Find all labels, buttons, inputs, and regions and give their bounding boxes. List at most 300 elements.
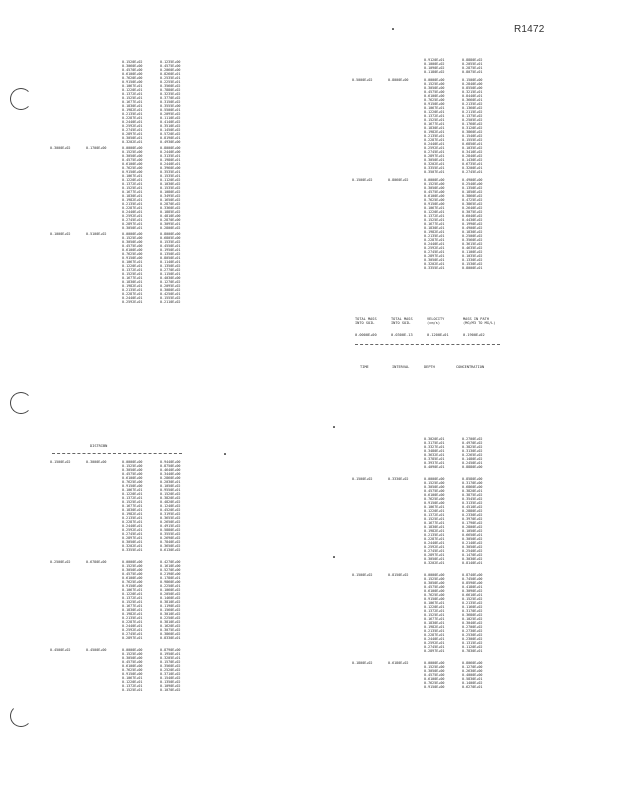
- value-concentration: 0.3440E+00: [160, 472, 181, 476]
- value-concentration: 0.3680E+02: [462, 613, 483, 617]
- value-depth: 0.1830E+01: [424, 525, 445, 529]
- value-concentration: 0.1315E+02: [462, 641, 483, 645]
- value-depth: 0.1677E+01: [424, 521, 445, 525]
- value-concentration: 0.4030E+00: [160, 276, 181, 280]
- value-depth: 0.1372E+01: [424, 609, 445, 613]
- value-concentration: 0.2190E+00: [160, 572, 181, 576]
- value-concentration: 0.1790E+02: [462, 521, 483, 525]
- group-label: 0.5100E+02: [86, 232, 107, 236]
- value-depth: 0.2592E+01: [122, 124, 143, 128]
- value-depth: 0.0000E+00: [424, 78, 445, 82]
- value-concentration: 0.3235E+02: [160, 92, 181, 96]
- summary-header-line: TOTAL MASS: [391, 317, 413, 321]
- value-concentration: 0.3410E+02: [462, 150, 483, 154]
- value-depth: 0.2745E+01: [424, 645, 445, 649]
- value-concentration: 0.2030E+01: [160, 480, 181, 484]
- value-depth: 0.6100E+00: [122, 162, 143, 166]
- binder-hole-bottom: [10, 705, 32, 727]
- table-row: [352, 465, 482, 469]
- value-depth: 0.1525E+00: [424, 665, 445, 669]
- value-concentration: 0.1480E+02: [462, 457, 483, 461]
- value-concentration: 0.4900E+02: [462, 226, 483, 230]
- value-depth: 0.1677E+01: [122, 276, 143, 280]
- value-concentration: 0.1535E+02: [160, 186, 181, 190]
- value-depth: 0.1067E+01: [122, 676, 143, 680]
- value-depth: 0.2592E+01: [424, 641, 445, 645]
- value-depth: 0.1982E+01: [122, 108, 143, 112]
- value-depth: 0.1067E+01: [122, 588, 143, 592]
- value-depth: 0.1982E+01: [122, 612, 143, 616]
- table-row: [352, 266, 482, 270]
- value-concentration: 0.8260E+01: [160, 72, 181, 76]
- summary-footer-label: DEPTH: [424, 365, 435, 369]
- value-depth: 0.1220E+01: [122, 264, 143, 268]
- value-concentration: 0.3135E+02: [462, 501, 483, 505]
- value-depth: 0.1220E+01: [424, 605, 445, 609]
- value-depth: 0.4575E+00: [424, 90, 445, 94]
- value-depth: 0.6100E+00: [424, 677, 445, 681]
- value-depth: 0.3785E+01: [424, 457, 445, 461]
- value-concentration: 0.3560E+02: [462, 238, 483, 242]
- value-depth: 0.1220E+01: [122, 592, 143, 596]
- value-depth: 0.2440E+01: [424, 637, 445, 641]
- value-concentration: 0.7450E+00: [462, 577, 483, 581]
- value-depth: 0.9150E+00: [424, 102, 445, 106]
- value-concentration: 0.3080E+02: [160, 288, 181, 292]
- top-right-table: [352, 58, 482, 274]
- value-concentration: 0.2700E+02: [462, 437, 483, 441]
- value-depth: 0.1982E+01: [424, 625, 445, 629]
- value-concentration: 0.2110E+02: [160, 300, 181, 304]
- value-concentration: 0.2505E+02: [462, 118, 483, 122]
- value-depth: 0.1520E+02: [122, 60, 143, 64]
- value-depth: 0.1372E+01: [122, 496, 143, 500]
- value-concentration: 0.2500E+02: [462, 234, 483, 238]
- value-concentration: 0.1110E+02: [160, 116, 181, 120]
- value-concentration: 0.2730E+02: [462, 629, 483, 633]
- value-depth: 0.1372E+01: [122, 268, 143, 272]
- value-concentration: 0.1035E+02: [462, 254, 483, 258]
- value-depth: 0.1372E+01: [424, 513, 445, 517]
- value-concentration: 0.3825E+02: [462, 445, 483, 449]
- value-depth: 0.6100E+00: [122, 576, 143, 580]
- value-concentration: 0.6850E+01: [462, 142, 483, 146]
- summary-header-line: INTO SOIL: [391, 321, 411, 325]
- value-concentration: 0.3040E+02: [462, 621, 483, 625]
- value-depth: 0.0000E+00: [122, 648, 143, 652]
- value-depth: 0.4575E+00: [424, 190, 445, 194]
- value-concentration: 0.3650E+02: [160, 544, 181, 548]
- value-concentration: 0.2630E+00: [462, 669, 483, 673]
- value-depth: 0.1220E+01: [424, 110, 445, 114]
- value-depth: 0.3050E+00: [122, 154, 143, 158]
- value-concentration: 0.1610E+00: [160, 564, 181, 568]
- value-depth: 0.2440E+01: [122, 296, 143, 300]
- value-concentration: 0.4970E+02: [462, 441, 483, 445]
- value-depth: 0.1677E+01: [424, 122, 445, 126]
- value-depth: 0.2287E+01: [122, 292, 143, 296]
- value-depth: 0.2745E+01: [122, 128, 143, 132]
- summary-headers: [355, 317, 499, 325]
- value-concentration: 0.2095E+02: [160, 284, 181, 288]
- value-depth: 0.7625E+00: [122, 252, 143, 256]
- value-concentration: 0.1240E+02: [160, 504, 181, 508]
- summary-header: [427, 317, 463, 325]
- value-depth: 0.9150E+00: [424, 597, 445, 601]
- value-depth: 0.3632E+01: [424, 453, 445, 457]
- value-depth: 0.3937E+01: [424, 461, 445, 465]
- value-concentration: 0.1050E+02: [160, 484, 181, 488]
- value-depth: 0.3050E+01: [424, 158, 445, 162]
- value-depth: 0.2135E+01: [122, 516, 143, 520]
- value-concentration: 0.3860E+02: [462, 194, 483, 198]
- value-depth: 0.6100E+00: [424, 589, 445, 593]
- value-concentration: 0.2060E+00: [160, 68, 181, 72]
- value-depth: 0.4575E+00: [424, 585, 445, 589]
- value-depth: 0.2897E+01: [424, 154, 445, 158]
- value-depth: 0.0000E+00: [424, 661, 445, 665]
- value-depth: 0.1372E+01: [424, 114, 445, 118]
- value-concentration: 0.5880E+02: [160, 528, 181, 532]
- value-depth: 0.1525E+01: [424, 118, 445, 122]
- value-depth: 0.1220E+01: [122, 178, 143, 182]
- value-concentration: 0.1050E+02: [462, 529, 483, 533]
- value-depth: 0.1677E+01: [122, 190, 143, 194]
- value-depth: 0.1525E+00: [424, 82, 445, 86]
- value-concentration: 0.1400E+02: [462, 681, 483, 685]
- value-concentration: 0.2050E+02: [160, 592, 181, 596]
- value-depth: 0.1982E+01: [424, 130, 445, 134]
- value-concentration: 0.3075E+02: [462, 210, 483, 214]
- summary-rule: [355, 344, 500, 345]
- value-depth: 0.1830E+01: [122, 280, 143, 284]
- value-depth: 0.1220E+01: [424, 509, 445, 513]
- value-depth: 0.2135E+01: [424, 234, 445, 238]
- value-concentration: 0.1760E+02: [462, 122, 483, 126]
- value-depth: 0.2592E+01: [122, 214, 143, 218]
- table-row: [50, 688, 180, 692]
- value-concentration: 0.1555E+02: [462, 138, 483, 142]
- value-depth: 0.2745E+01: [122, 532, 143, 536]
- group-label: 0.4500E+00: [86, 648, 107, 652]
- value-depth: 0.2440E+01: [424, 142, 445, 146]
- value-depth: 0.2135E+01: [122, 616, 143, 620]
- value-concentration: 0.1650E+02: [160, 198, 181, 202]
- value-concentration: 0.4575E+00: [160, 64, 181, 68]
- value-concentration: 0.1375E+02: [462, 114, 483, 118]
- value-concentration: 0.6650E+01: [462, 533, 483, 537]
- table-row: [352, 685, 482, 689]
- value-concentration: 0.3195E+02: [160, 512, 181, 516]
- value-depth: 0.7625E+00: [122, 166, 143, 170]
- value-concentration: 0.3860E+02: [160, 632, 181, 636]
- value-depth: 0.1525E+00: [424, 577, 445, 581]
- value-concentration: 0.3130E+02: [462, 449, 483, 453]
- value-depth: 0.1372E+01: [122, 182, 143, 186]
- value-concentration: 0.1070E+02: [160, 688, 181, 692]
- value-depth: 0.9150E+00: [122, 672, 143, 676]
- value-concentration: 0.2440E+01: [160, 162, 181, 166]
- value-depth: 0.3050E+00: [122, 240, 143, 244]
- table-row: [50, 548, 180, 552]
- value-concentration: 0.2745E+01: [462, 170, 483, 174]
- value-depth: 0.2440E+01: [122, 120, 143, 124]
- value-depth: 0.9150E+00: [122, 170, 143, 174]
- value-concentration: 0.3535E+01: [160, 170, 181, 174]
- value-depth: 0.1982E+01: [424, 529, 445, 533]
- value-concentration: 0.1060E+02: [160, 588, 181, 592]
- value-depth: 0.1372E+01: [122, 596, 143, 600]
- value-depth: 0.3050E+00: [122, 656, 143, 660]
- value-depth: 0.1372E+01: [122, 92, 143, 96]
- value-concentration: 0.1160E+02: [462, 605, 483, 609]
- value-concentration: 0.2875E+01: [462, 66, 483, 70]
- value-depth: 0.3050E+00: [424, 669, 445, 673]
- value-concentration: 0.4820E+02: [160, 500, 181, 504]
- value-concentration: 0.1035E+02: [462, 146, 483, 150]
- top-left-table: [50, 60, 180, 306]
- value-concentration: 0.1850E+02: [462, 190, 483, 194]
- value-depth: 0.2897E+01: [122, 132, 143, 136]
- scan-speck: [224, 453, 226, 455]
- value-concentration: 0.3150E+02: [160, 100, 181, 104]
- value-concentration: 0.6040E+02: [462, 214, 483, 218]
- value-depth: 0.1982E+01: [122, 198, 143, 202]
- value-concentration: 0.1980E+01: [160, 158, 181, 162]
- value-concentration: 0.3090E+02: [462, 589, 483, 593]
- value-concentration: 0.3510E+02: [160, 124, 181, 128]
- group-label: 0.1700E+00: [86, 146, 107, 150]
- value-concentration: 0.8440E+01: [462, 94, 483, 98]
- group-key: 0.1000E+02: [50, 232, 71, 236]
- value-depth: 0.1067E+01: [424, 505, 445, 509]
- value-concentration: 0.1570E+02: [160, 660, 181, 664]
- value-depth: 0.2440E+01: [424, 541, 445, 545]
- value-depth: 0.2745E+01: [424, 250, 445, 254]
- value-depth: 0.2287E+01: [122, 206, 143, 210]
- value-depth: 0.4575E+00: [122, 660, 143, 664]
- value-depth: 0.1525E+01: [122, 272, 143, 276]
- value-concentration: 0.1430E+02: [462, 158, 483, 162]
- bottom-left-table: [50, 460, 180, 700]
- summary-value: 0.0000E+00: [355, 333, 377, 337]
- value-depth: 0.2135E+01: [122, 202, 143, 206]
- value-depth: 0.2287E+01: [424, 238, 445, 242]
- value-concentration: 0.4520E+02: [160, 508, 181, 512]
- value-depth: 0.3060E+00: [122, 64, 143, 68]
- value-depth: 0.2897E+01: [424, 649, 445, 653]
- group-key: 0.1500E+02: [352, 477, 373, 481]
- value-depth: 0.3355E+01: [424, 166, 445, 170]
- value-depth: 0.9120E+01: [424, 58, 445, 62]
- value-concentration: 0.1120E+02: [462, 645, 483, 649]
- value-depth: 0.2287E+01: [122, 620, 143, 624]
- value-depth: 0.1067E+01: [122, 488, 143, 492]
- value-depth: 0.2592E+01: [424, 545, 445, 549]
- value-concentration: 0.1090E+02: [160, 684, 181, 688]
- value-concentration: 0.8000E+00: [160, 232, 181, 236]
- value-concentration: 0.8060E+00: [462, 661, 483, 665]
- value-depth: 0.3202E+01: [122, 544, 143, 548]
- value-concentration: 0.8550E+00: [462, 86, 483, 90]
- value-concentration: 0.8190E+01: [160, 136, 181, 140]
- value-concentration: 0.3865E+02: [462, 202, 483, 206]
- value-concentration: 0.2255E+01: [160, 80, 181, 84]
- value-depth: 0.3202E+01: [122, 140, 143, 144]
- table-row: [50, 636, 180, 640]
- value-depth: 0.4575E+00: [424, 673, 445, 677]
- value-depth: 0.3050E+00: [122, 568, 143, 572]
- value-depth: 0.3050E+01: [424, 258, 445, 262]
- value-depth: 0.1067E+01: [122, 84, 143, 88]
- value-concentration: 0.4635E+02: [462, 246, 483, 250]
- value-depth: 0.2745E+01: [122, 632, 143, 636]
- group-key: 0.1800E+02: [352, 661, 373, 665]
- summary-header-line: INTO SOIL: [355, 321, 375, 325]
- value-concentration: 0.3215E+01: [462, 90, 483, 94]
- value-concentration: 0.1830E+02: [462, 230, 483, 234]
- value-concentration: 0.1350E+02: [160, 680, 181, 684]
- value-depth: 0.1525E+00: [122, 236, 143, 240]
- group-key: 0.4500E+02: [50, 648, 71, 652]
- scan-speck: [333, 426, 335, 428]
- value-concentration: 0.2800E+02: [160, 226, 181, 230]
- value-depth: 0.2440E+01: [122, 524, 143, 528]
- value-concentration: 0.9550E+01: [160, 488, 181, 492]
- summary-values: [355, 333, 499, 337]
- summary-footer-label: INTERVAL: [392, 365, 410, 369]
- value-depth: 0.3050E+00: [424, 485, 445, 489]
- value-concentration: 0.1270E+00: [462, 665, 483, 669]
- value-concentration: 0.2095E+02: [160, 112, 181, 116]
- value-concentration: 0.4140E+02: [160, 120, 181, 124]
- value-depth: 0.1525E+00: [122, 564, 143, 568]
- value-concentration: 0.1150E+01: [160, 272, 181, 276]
- value-concentration: 0.1885E+02: [160, 210, 181, 214]
- value-depth: 0.7625E+00: [122, 668, 143, 672]
- value-concentration: 0.3135E+01: [160, 154, 181, 158]
- value-depth: 0.1677E+01: [122, 504, 143, 508]
- value-concentration: 0.1330E+02: [462, 258, 483, 262]
- value-concentration: 0.3960E+00: [160, 166, 181, 170]
- value-depth: 0.2135E+01: [424, 134, 445, 138]
- value-concentration: 0.4000E+00: [462, 673, 483, 677]
- value-concentration: 0.4270E+00: [160, 560, 181, 564]
- value-concentration: 0.3075E+02: [160, 628, 181, 632]
- value-depth: 0.3050E+01: [424, 557, 445, 561]
- summary-value: 0.1900E+02: [463, 333, 485, 337]
- value-depth: 0.1525E+01: [122, 500, 143, 504]
- value-depth: 0.2592E+01: [122, 628, 143, 632]
- value-concentration: 0.2115E+02: [462, 110, 483, 114]
- value-concentration: 0.1620E+02: [160, 624, 181, 628]
- value-concentration: 0.1080E+02: [160, 190, 181, 194]
- value-concentration: 0.4250E+01: [160, 292, 181, 296]
- value-depth: 0.2287E+01: [122, 116, 143, 120]
- distribution-header-rule: [52, 453, 182, 454]
- value-depth: 0.7625E+00: [424, 593, 445, 597]
- value-depth: 0.2745E+01: [122, 218, 143, 222]
- value-concentration: 0.1460E+02: [160, 596, 181, 600]
- value-concentration: 0.2250E+02: [160, 616, 181, 620]
- value-depth: 0.1525E+01: [424, 613, 445, 617]
- value-depth: 0.0000E+00: [122, 146, 143, 150]
- value-concentration: 0.3820E+01: [462, 489, 483, 493]
- value-depth: 0.2440E+01: [122, 624, 143, 628]
- binder-hole-middle: [10, 392, 32, 414]
- value-depth: 0.2897E+01: [424, 254, 445, 258]
- value-depth: 0.6100E+00: [122, 476, 143, 480]
- group-key: 0.1500E+02: [50, 460, 71, 464]
- value-concentration: 0.9440E+00: [160, 460, 181, 464]
- value-concentration: 0.5830E+01: [462, 677, 483, 681]
- value-concentration: 0.1525E+02: [462, 597, 483, 601]
- value-depth: 0.1830E+01: [122, 104, 143, 108]
- value-depth: 0.4575E+00: [122, 472, 143, 476]
- value-depth: 0.1982E+01: [424, 230, 445, 234]
- value-concentration: 0.1540E+02: [160, 676, 181, 680]
- value-depth: 0.0000E+00: [122, 460, 143, 464]
- value-concentration: 0.2870E+00: [160, 218, 181, 222]
- group-key: 0.3000E+02: [50, 146, 71, 150]
- value-concentration: 0.6735E+01: [462, 162, 483, 166]
- value-depth: 0.3202E+01: [424, 162, 445, 166]
- summary-header: [355, 317, 391, 325]
- value-depth: 0.2592E+01: [424, 146, 445, 150]
- value-depth: 0.1830E+01: [122, 194, 143, 198]
- value-depth: 0.3050E+00: [424, 186, 445, 190]
- value-concentration: 0.2840E+00: [462, 82, 483, 86]
- summary-header: [391, 317, 427, 325]
- value-concentration: 0.1950E+01: [160, 248, 181, 252]
- value-depth: 0.1525E+01: [424, 517, 445, 521]
- value-concentration: 0.4810E+00: [160, 214, 181, 218]
- value-concentration: 0.3860E+02: [462, 130, 483, 134]
- value-concentration: 0.3170E+02: [462, 609, 483, 613]
- value-depth: 0.1525E+01: [122, 186, 143, 190]
- value-depth: 0.3050E+01: [122, 226, 143, 230]
- value-depth: 0.3480E+01: [424, 449, 445, 453]
- value-depth: 0.1067E+01: [424, 206, 445, 210]
- value-concentration: 0.4510E+02: [462, 505, 483, 509]
- value-depth: 0.2287E+01: [122, 520, 143, 524]
- value-concentration: 0.3555E+00: [160, 104, 181, 108]
- value-concentration: 0.1360E+02: [462, 106, 483, 110]
- value-depth: 0.7625E+00: [424, 198, 445, 202]
- value-concentration: 0.2860E+00: [160, 476, 181, 480]
- value-depth: 0.1525E+01: [424, 218, 445, 222]
- value-concentration: 0.3205E+01: [160, 656, 181, 660]
- value-concentration: 0.4915E+02: [160, 524, 181, 528]
- scan-speck: [333, 556, 335, 558]
- distribution-header: DISTRIBN: [90, 444, 108, 448]
- value-concentration: 0.4900E+00: [462, 178, 483, 182]
- value-concentration: 0.3050E+02: [462, 537, 483, 541]
- value-concentration: 0.2770E+02: [160, 268, 181, 272]
- value-concentration: 0.1120E+02: [160, 178, 181, 182]
- value-depth: 0.1000E+02: [424, 62, 445, 66]
- summary-header-line: MASS IN PATH: [463, 317, 489, 321]
- value-depth: 0.0000E+00: [122, 560, 143, 564]
- value-concentration: 0.4550E+01: [160, 244, 181, 248]
- value-depth: 0.7625E+00: [122, 480, 143, 484]
- group-key: 0.1500E+02: [352, 573, 373, 577]
- value-depth: 0.2745E+01: [424, 150, 445, 154]
- value-concentration: 0.7830E+01: [462, 649, 483, 653]
- value-concentration: 0.1450E+02: [160, 128, 181, 132]
- value-concentration: 0.1100E+02: [462, 250, 483, 254]
- value-depth: 0.7625E+00: [424, 497, 445, 501]
